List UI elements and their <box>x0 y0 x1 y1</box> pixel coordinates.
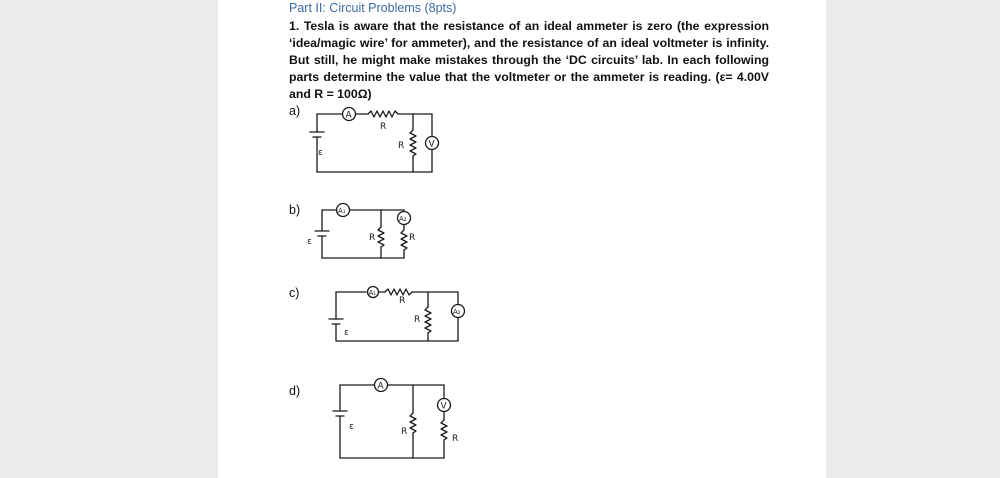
resistor-d2-label: R <box>452 434 459 444</box>
voltmeter-d-symbol: V <box>440 401 447 412</box>
circuit-a <box>310 108 439 173</box>
ammeter-d-symbol: A <box>377 381 384 392</box>
resistor-b2-label: R <box>409 233 416 243</box>
resistor-a-top-label: R <box>380 122 387 132</box>
resistor-c-label: R <box>414 315 421 325</box>
circuit-d <box>333 379 458 459</box>
ammeter-c1-symbol: A₁ <box>368 289 377 297</box>
resistor-a-label: R <box>398 141 405 151</box>
emf-d-label: ε <box>349 422 354 432</box>
emf-a-label: ε <box>318 148 323 158</box>
circuit-c <box>329 287 465 342</box>
ammeter-b1-symbol: A₁ <box>338 207 346 215</box>
part-a-label: a) <box>289 104 301 118</box>
problem-statement: 1. Tesla is aware that the resistance of an ideal ammeter is zero (the expression ‘idea/magic wire’ for ammeter), and the resistance of an ideal voltmeter is infinity. But still, he might make mistakes through the ‘DC circuits’ lab. In each following parts determine the value that the voltmeter or the ammeter is reading. (ε= 4.00V and R = 100Ω) <box>289 19 769 101</box>
section-heading: Part II: Circuit Problems (8pts) <box>289 1 457 15</box>
voltmeter-a-symbol: V <box>428 139 435 150</box>
ammeter-a-symbol: A <box>345 110 352 121</box>
part-d-label: d) <box>289 384 301 398</box>
emf-c-label: ε <box>344 328 349 338</box>
emf-b-label: ε <box>307 237 312 247</box>
resistor-c-top-label: R <box>399 296 406 306</box>
circuit-b <box>307 204 415 259</box>
part-c-label: c) <box>289 286 300 300</box>
ammeter-b2-symbol: A₂ <box>399 215 407 223</box>
resistor-b1-label: R <box>369 233 376 243</box>
part-b-label: b) <box>289 203 301 217</box>
ammeter-c2-symbol: A₂ <box>453 308 461 316</box>
resistor-d1-label: R <box>401 427 408 437</box>
